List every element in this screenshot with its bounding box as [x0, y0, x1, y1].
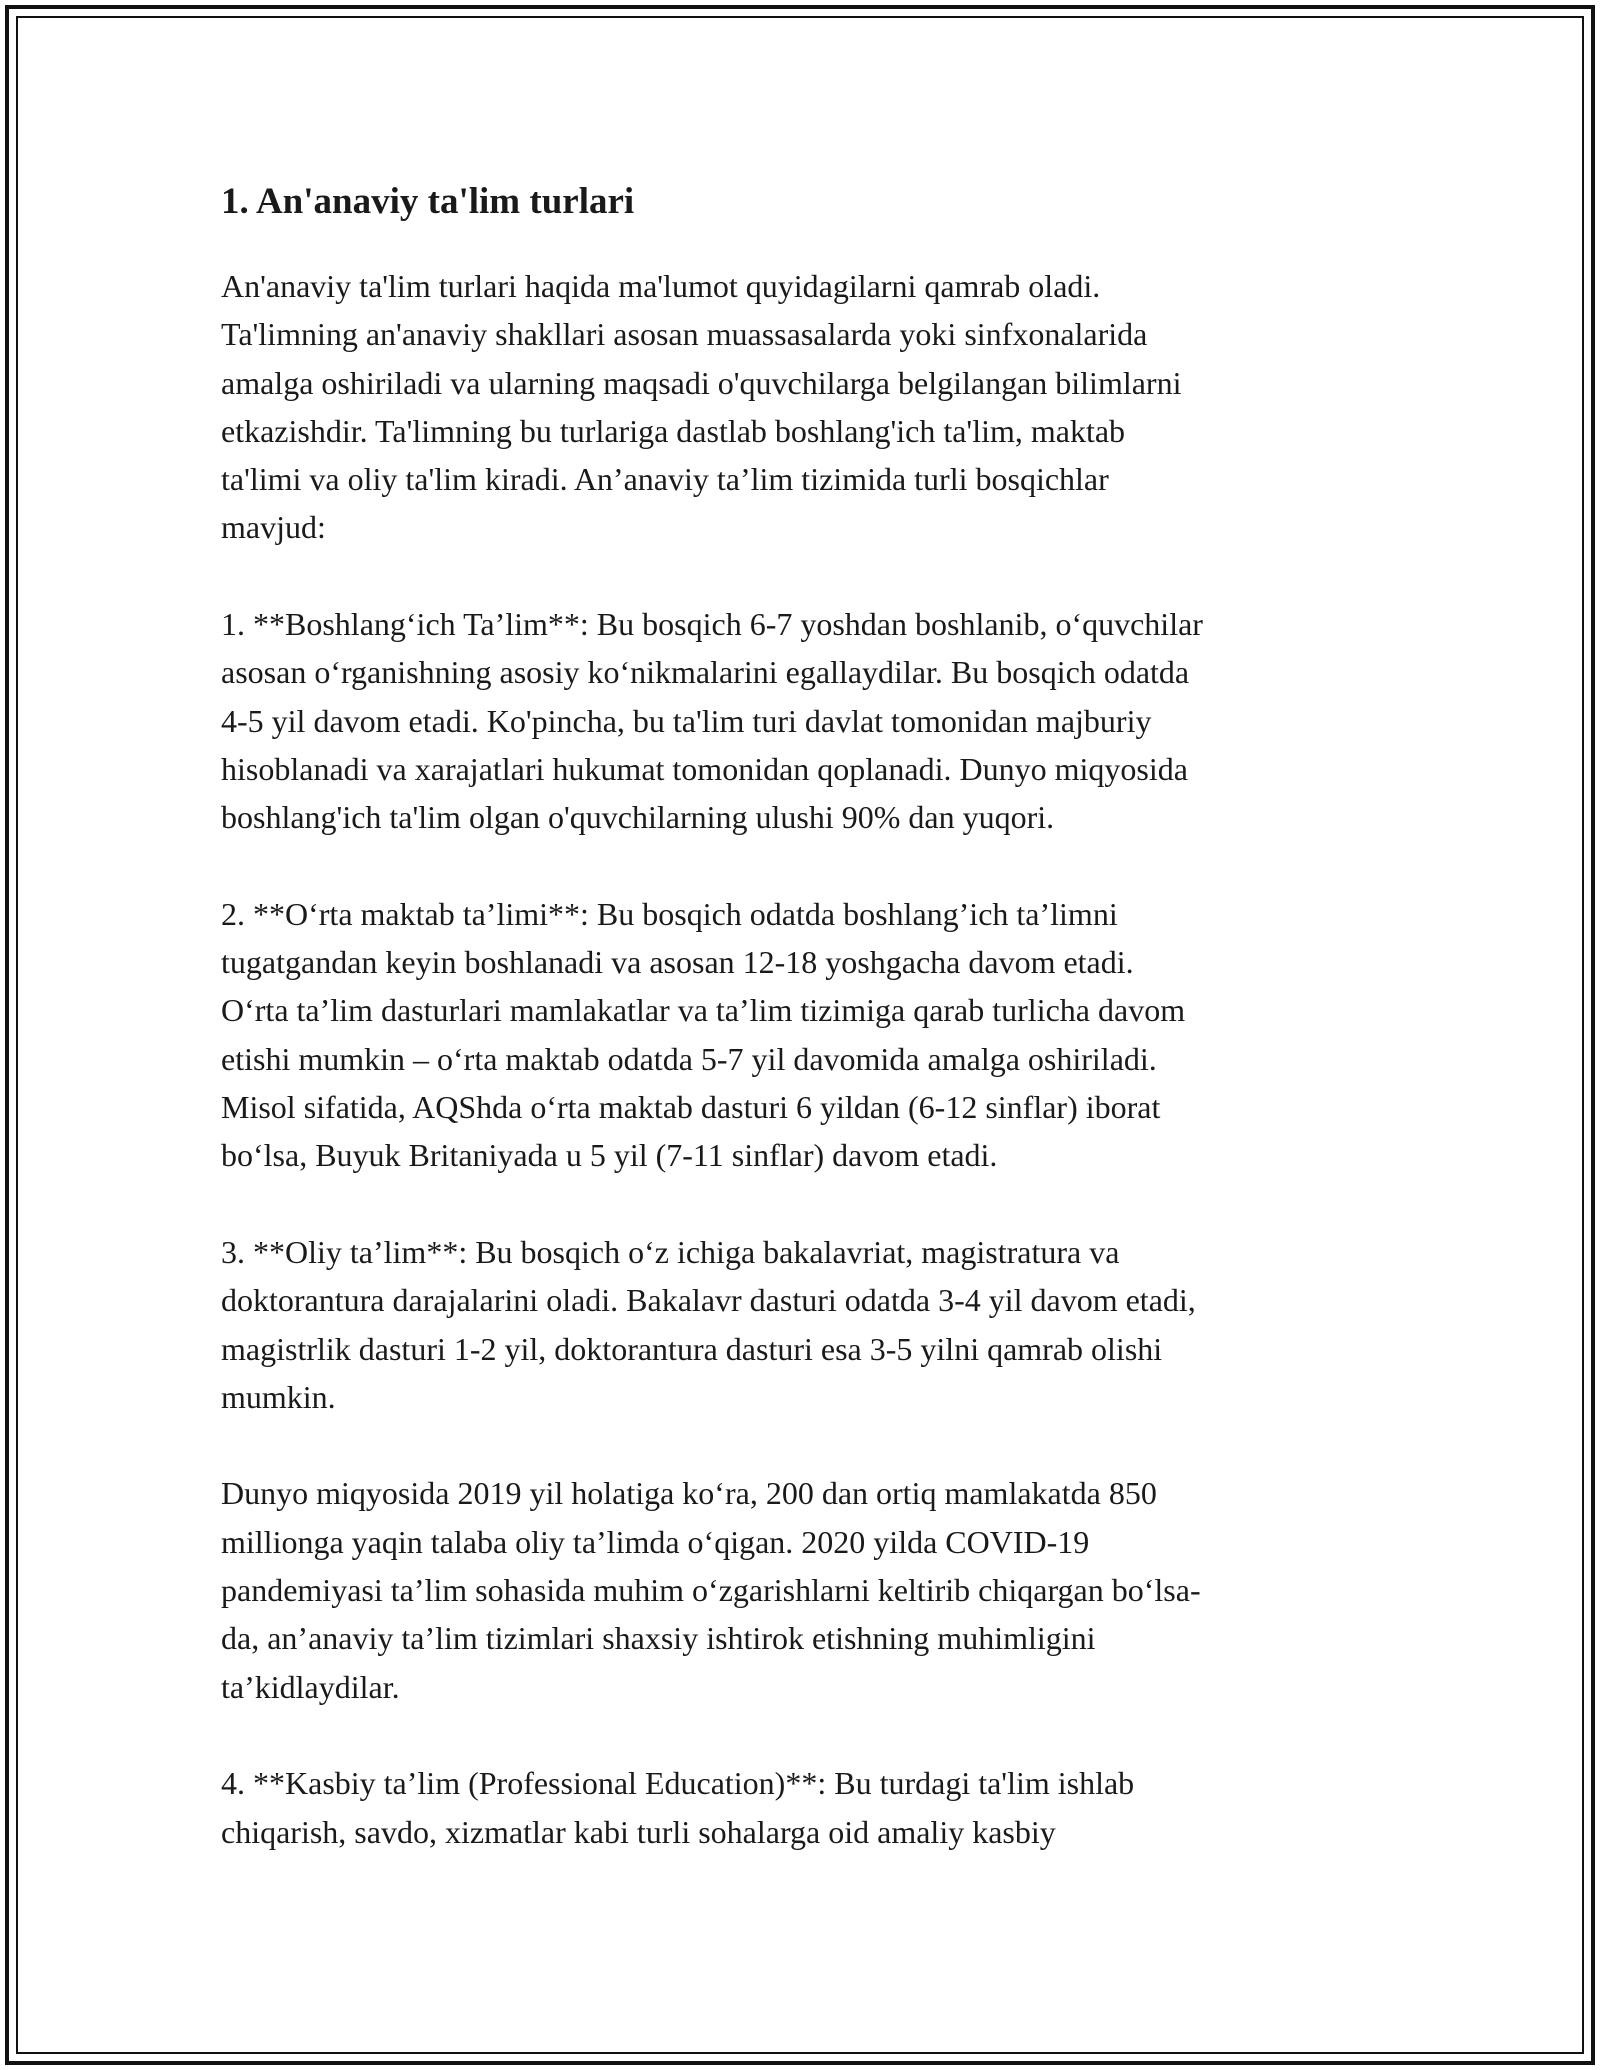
text-line: ta'limi va oliy ta'lim kiradi. An’anaviy ta’lim tizimida turli bosqichlar [221, 461, 1109, 498]
paragraph-item-4 [221, 1759, 1411, 1856]
text-line: hisoblanadi va xarajatlari hukumat tomonidan qoplanadi. Dunyo miqyosida [221, 750, 1188, 787]
text-line: 4. **Kasbiy ta’lim (Professional Education)**: Bu turdagi ta'lim ishlab [221, 1765, 1135, 1802]
paragraph-item-1 [221, 600, 1411, 841]
text-line: mumkin. [221, 1378, 336, 1415]
text-line: bo‘lsa, Buyuk Britaniyada u 5 yil (7-11 sinflar) davom etadi. [221, 1137, 998, 1174]
text-line: ta’kidlaydilar. [221, 1668, 400, 1705]
text-line: mavjud: [221, 509, 326, 546]
text-line: etishi mumkin – o‘rta maktab odatda 5-7 yil davomida amalga oshiriladi. [221, 1040, 1157, 1077]
paragraph-item-3 [221, 1228, 1411, 1421]
text-line: Dunyo miqyosida 2019 yil holatiga ko‘ra, 200 dan ortiq mamlakatda 850 [221, 1475, 1157, 1512]
paragraph-statistics [221, 1469, 1411, 1710]
text-line: pandemiyasi ta’lim sohasida muhim o‘zgarishlarni keltirib chiqargan bo‘lsa- [221, 1572, 1201, 1609]
text-line: 3. **Oliy ta’lim**: Bu bosqich o‘z ichiga bakalavriat, magistratura va [221, 1233, 1120, 1270]
text-line: etkazishdir. Ta'limning bu turlariga dastlab boshlang'ich ta'lim, maktab [221, 412, 1126, 449]
paragraph-item-2 [221, 890, 1411, 1180]
text-line: 4-5 yil davom etadi. Ko'pincha, bu ta'lim turi davlat tomonidan majburiy [221, 702, 1152, 739]
text-line: chiqarish, savdo, xizmatlar kabi turli sohalarga oid amaliy kasbiy [221, 1813, 1056, 1850]
text-line: 1. **Boshlang‘ich Ta’lim**: Bu bosqich 6-7 yoshdan boshlanib, o‘quvchilar [221, 606, 1203, 643]
text-line: Ta'limning an'anaviy shakllari asosan muassasalarda yoki sinfxonalarida [221, 316, 1148, 353]
text-line: doktorantura darajalarini oladi. Bakalavr dasturi odatda 3-4 yil davom etadi, [221, 1282, 1196, 1319]
text-line: da, an’anaviy ta’lim tizimlari shaxsiy ishtirok etishning muhimligini [221, 1620, 1096, 1657]
text-line: millionga yaqin talaba oliy ta’limda o‘qigan. 2020 yilda COVID-19 [221, 1523, 1090, 1560]
text-line: O‘rta ta’lim dasturlari mamlakatlar va ta’lim tizimiga qarab turlicha davom [221, 992, 1186, 1029]
text-line: 2. **O‘rta maktab ta’limi**: Bu bosqich odatda boshlang’ich ta’limni [221, 895, 1118, 932]
paragraph-intro [221, 262, 1411, 552]
text-line: asosan o‘rganishning asosiy ko‘nikmalarini egallaydilar. Bu bosqich odatda [221, 654, 1190, 691]
text-line: An'anaviy ta'lim turlari haqida ma'lumot quyidagilarni qamrab oladi. [221, 268, 1101, 304]
text-line: tugatgandan keyin boshlanadi va asosan 12-18 yoshgacha davom etadi. [221, 944, 1134, 981]
text-line: amalga oshiriladi va ularning maqsadi o'quvchilarga belgilangan bilimlarni [221, 364, 1182, 401]
text-line: boshlang'ich ta'lim olgan o'quvchilarning ulushi 90% dan yuqori. [221, 799, 1055, 836]
text-line: magistrlik dasturi 1-2 yil, doktorantura dasturi esa 3-5 yilni qamrab olishi [221, 1330, 1163, 1367]
document-title: 1. An'anaviy ta'lim turlari [221, 181, 635, 222]
document-body [221, 178, 1411, 1904]
text-line: Misol sifatida, AQShda o‘rta maktab dasturi 6 yildan (6-12 sinflar) iborat [221, 1089, 1161, 1126]
